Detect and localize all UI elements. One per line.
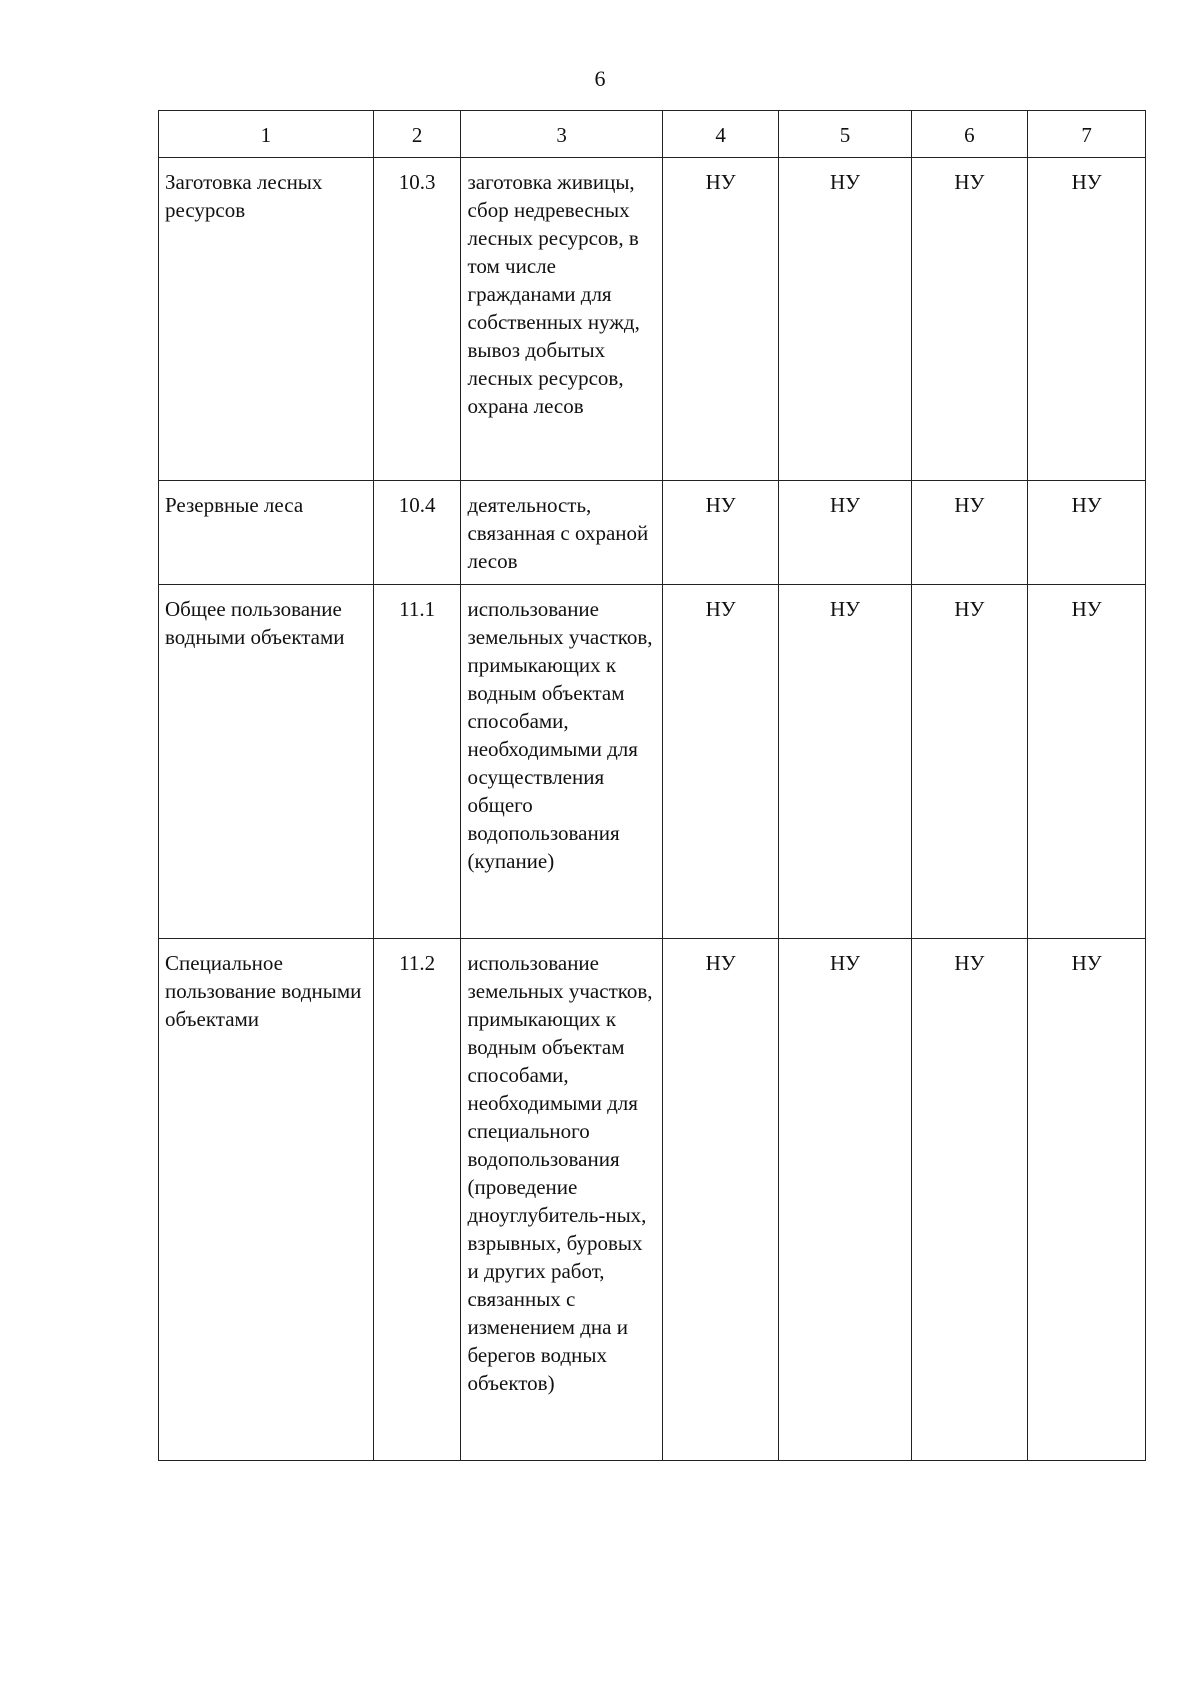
regulations-table (158, 110, 1146, 1461)
use-type-description: использование земельных участков, примыкающих к водным объектам способами, необходимыми для специального водопользования (проведение дноуглубитель-ных, взрывных, буровых и других работ, связанных с изменением дна и берегов водных объектов) (461, 939, 662, 1461)
column-header-4: 4 (662, 111, 779, 158)
table-row (159, 585, 1146, 939)
value-cell: НУ (779, 158, 911, 481)
value-cell: НУ (662, 481, 779, 585)
table-row (159, 939, 1146, 1461)
value-cell: НУ (1028, 481, 1146, 585)
column-header-7: 7 (1028, 111, 1146, 158)
value-cell: НУ (911, 481, 1028, 585)
use-type-code: 10.4 (373, 481, 461, 585)
value-cell: НУ (662, 158, 779, 481)
use-type-name: Резервные леса (159, 481, 374, 585)
value-cell: НУ (911, 158, 1028, 481)
use-type-code: 10.3 (373, 158, 461, 481)
value-cell: НУ (1028, 585, 1146, 939)
column-header-6: 6 (911, 111, 1028, 158)
use-type-description: заготовка живицы, сбор недревесных лесных ресурсов, в том числе гражданами для собственных нужд, вывоз добытых лесных ресурсов, охрана лесов (461, 158, 662, 481)
header-row (159, 111, 1146, 158)
value-cell: НУ (1028, 158, 1146, 481)
column-header-5: 5 (779, 111, 911, 158)
value-cell: НУ (662, 939, 779, 1461)
use-type-name: Специальное пользование водными объектами (159, 939, 374, 1461)
column-header-1: 1 (159, 111, 374, 158)
value-cell: НУ (911, 939, 1028, 1461)
table-row (159, 481, 1146, 585)
use-type-code: 11.2 (373, 939, 461, 1461)
use-type-code: 11.1 (373, 585, 461, 939)
value-cell: НУ (911, 585, 1028, 939)
use-type-description: использование земельных участков, примыкающих к водным объектам способами, необходимыми для осуществления общего водопользования (купание) (461, 585, 662, 939)
value-cell: НУ (779, 585, 911, 939)
use-type-description: деятельность, связанная с охраной лесов (461, 481, 662, 585)
page-number: 6 (594, 66, 606, 91)
column-header-3: 3 (461, 111, 662, 158)
use-type-name: Заготовка лесных ресурсов (159, 158, 374, 481)
value-cell: НУ (779, 939, 911, 1461)
value-cell: НУ (779, 481, 911, 585)
value-cell: НУ (1028, 939, 1146, 1461)
table-row (159, 158, 1146, 481)
column-header-2: 2 (373, 111, 461, 158)
value-cell: НУ (662, 585, 779, 939)
use-type-name: Общее пользование водными объектами (159, 585, 374, 939)
